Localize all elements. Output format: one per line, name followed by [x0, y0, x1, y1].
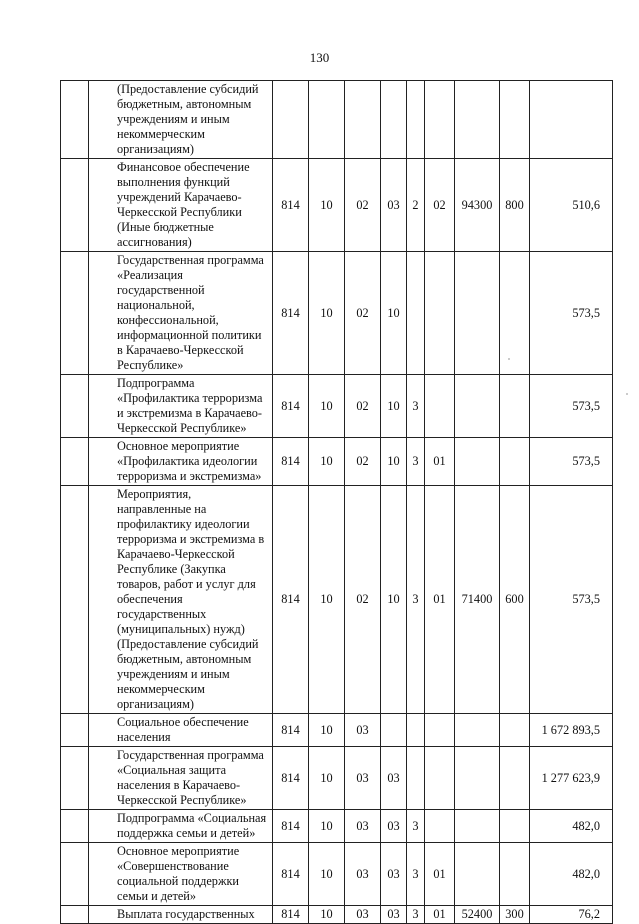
- amount-cell: 573,5: [530, 252, 613, 375]
- ministry-code-cell: 814: [273, 252, 309, 375]
- expense-type-cell: [500, 81, 530, 159]
- amount-cell: 573,5: [530, 375, 613, 438]
- event-cell: 01: [425, 906, 455, 924]
- program-cell: 03: [381, 159, 407, 252]
- row-name-cell: Основное мероприятие «Профилактика идеологии терроризма и экстремизма»: [89, 438, 273, 486]
- subprogram-cell: [407, 81, 425, 159]
- table-row: [61, 438, 613, 486]
- direction-cell: 71400: [455, 486, 500, 714]
- expense-type-cell: 600: [500, 486, 530, 714]
- budget-table: [60, 80, 613, 924]
- subsection-cell: 02: [345, 375, 381, 438]
- margin-cell: [61, 252, 89, 375]
- margin-cell: [61, 843, 89, 906]
- expense-type-cell: [500, 714, 530, 747]
- subsection-cell: 03: [345, 810, 381, 843]
- expense-type-cell: 300: [500, 906, 530, 924]
- ministry-code-cell: 814: [273, 843, 309, 906]
- subprogram-cell: 3: [407, 438, 425, 486]
- row-name-cell: Основное мероприятие «Совершенствование социальной поддержки семьи и детей»: [89, 843, 273, 906]
- ministry-code-cell: 814: [273, 438, 309, 486]
- expense-type-cell: [500, 438, 530, 486]
- event-cell: [425, 252, 455, 375]
- subsection-cell: [345, 81, 381, 159]
- event-cell: 01: [425, 843, 455, 906]
- margin-cell: [61, 159, 89, 252]
- direction-cell: [455, 810, 500, 843]
- table-row: [61, 81, 613, 159]
- event-cell: [425, 810, 455, 843]
- amount-cell: 573,5: [530, 486, 613, 714]
- section-cell: 10: [309, 810, 345, 843]
- ministry-code-cell: 814: [273, 159, 309, 252]
- program-cell: 10: [381, 252, 407, 375]
- subprogram-cell: [407, 252, 425, 375]
- subprogram-cell: 3: [407, 486, 425, 714]
- subprogram-cell: 3: [407, 843, 425, 906]
- expense-type-cell: [500, 747, 530, 810]
- margin-cell: [61, 747, 89, 810]
- expense-type-cell: [500, 252, 530, 375]
- margin-cell: [61, 375, 89, 438]
- section-cell: 10: [309, 747, 345, 810]
- section-cell: 10: [309, 252, 345, 375]
- amount-cell: 482,0: [530, 810, 613, 843]
- direction-cell: 52400: [455, 906, 500, 924]
- row-name-cell: Подпрограмма «Профилактика терроризма и экстремизма в Карачаево-Черкесской Республике»: [89, 375, 273, 438]
- event-cell: [425, 375, 455, 438]
- margin-cell: [61, 438, 89, 486]
- event-cell: 01: [425, 438, 455, 486]
- event-cell: 01: [425, 486, 455, 714]
- amount-cell: 482,0: [530, 843, 613, 906]
- direction-cell: [455, 747, 500, 810]
- amount-cell: [530, 81, 613, 159]
- amount-cell: 510,6: [530, 159, 613, 252]
- table-row: [61, 843, 613, 906]
- scan-speck: [508, 358, 510, 360]
- amount-cell: 76,2: [530, 906, 613, 924]
- section-cell: 10: [309, 438, 345, 486]
- table-row: [61, 252, 613, 375]
- ministry-code-cell: [273, 81, 309, 159]
- row-name-cell: Финансовое обеспечение выполнения функций учреждений Карачаево-Черкесской Республики (Иные бюджетные ассигнования): [89, 159, 273, 252]
- section-cell: 10: [309, 486, 345, 714]
- amount-cell: 1 277 623,9: [530, 747, 613, 810]
- event-cell: [425, 81, 455, 159]
- event-cell: [425, 714, 455, 747]
- subprogram-cell: 3: [407, 906, 425, 924]
- amount-cell: 573,5: [530, 438, 613, 486]
- margin-cell: [61, 81, 89, 159]
- table-row: [61, 714, 613, 747]
- program-cell: 03: [381, 747, 407, 810]
- subprogram-cell: 3: [407, 375, 425, 438]
- subsection-cell: 03: [345, 906, 381, 924]
- event-cell: 02: [425, 159, 455, 252]
- amount-cell: 1 672 893,5: [530, 714, 613, 747]
- page-number: 130: [309, 50, 330, 65]
- direction-cell: [455, 252, 500, 375]
- subsection-cell: 02: [345, 486, 381, 714]
- ministry-code-cell: 814: [273, 375, 309, 438]
- direction-cell: [455, 714, 500, 747]
- margin-cell: [61, 906, 89, 924]
- budget-table-body: [61, 81, 613, 924]
- subsection-cell: 02: [345, 159, 381, 252]
- subsection-cell: 02: [345, 252, 381, 375]
- table-row: [61, 810, 613, 843]
- row-name-cell: Подпрограмма «Социальная поддержка семьи и детей»: [89, 810, 273, 843]
- section-cell: 10: [309, 906, 345, 924]
- program-cell: 10: [381, 486, 407, 714]
- row-name-cell: Социальное обеспечение населения: [89, 714, 273, 747]
- table-row: [61, 159, 613, 252]
- program-cell: 10: [381, 375, 407, 438]
- program-cell: 03: [381, 843, 407, 906]
- section-cell: [309, 81, 345, 159]
- table-row: [61, 486, 613, 714]
- program-cell: 03: [381, 810, 407, 843]
- direction-cell: [455, 81, 500, 159]
- table-row: [61, 375, 613, 438]
- ministry-code-cell: 814: [273, 747, 309, 810]
- program-cell: 10: [381, 438, 407, 486]
- subprogram-cell: 3: [407, 810, 425, 843]
- program-cell: 03: [381, 906, 407, 924]
- table-row: [61, 747, 613, 810]
- direction-cell: [455, 438, 500, 486]
- scan-speck: [626, 393, 628, 395]
- ministry-code-cell: 814: [273, 906, 309, 924]
- event-cell: [425, 747, 455, 810]
- expense-type-cell: [500, 810, 530, 843]
- program-cell: [381, 81, 407, 159]
- row-name-cell: Государственная программа «Реализация государственной национальной, конфессиональной, информационной политики в Карачаево-Черкесской Республике»: [89, 252, 273, 375]
- expense-type-cell: 800: [500, 159, 530, 252]
- section-cell: 10: [309, 714, 345, 747]
- direction-cell: 94300: [455, 159, 500, 252]
- margin-cell: [61, 714, 89, 747]
- row-name-cell: Выплата государственных: [89, 906, 273, 924]
- section-cell: 10: [309, 375, 345, 438]
- subprogram-cell: [407, 714, 425, 747]
- program-cell: [381, 714, 407, 747]
- row-name-cell: Государственная программа «Социальная защита населения в Карачаево-Черкесской Республике»: [89, 747, 273, 810]
- ministry-code-cell: 814: [273, 714, 309, 747]
- subprogram-cell: 2: [407, 159, 425, 252]
- direction-cell: [455, 375, 500, 438]
- budget-table-container: [60, 80, 613, 924]
- row-name-cell: (Предоставление субсидий бюджетным, автономным учреждениям и иным некоммерческим организациям): [89, 81, 273, 159]
- subsection-cell: 02: [345, 438, 381, 486]
- ministry-code-cell: 814: [273, 810, 309, 843]
- expense-type-cell: [500, 843, 530, 906]
- section-cell: 10: [309, 843, 345, 906]
- margin-cell: [61, 810, 89, 843]
- subsection-cell: 03: [345, 747, 381, 810]
- margin-cell: [61, 486, 89, 714]
- ministry-code-cell: 814: [273, 486, 309, 714]
- expense-type-cell: [500, 375, 530, 438]
- section-cell: 10: [309, 159, 345, 252]
- direction-cell: [455, 843, 500, 906]
- subsection-cell: 03: [345, 714, 381, 747]
- subsection-cell: 03: [345, 843, 381, 906]
- table-row: [61, 906, 613, 924]
- subprogram-cell: [407, 747, 425, 810]
- row-name-cell: Мероприятия, направленные на профилактику идеологии терроризма и экстремизма в Карачаево-Черкесской Республике (Закупка товаров, работ и услуг для обеспечения государственных (муниципальных) нужд) (Предоставление субсидий бюджетным, автономным учреждениям и иным некоммерческим организациям): [89, 486, 273, 714]
